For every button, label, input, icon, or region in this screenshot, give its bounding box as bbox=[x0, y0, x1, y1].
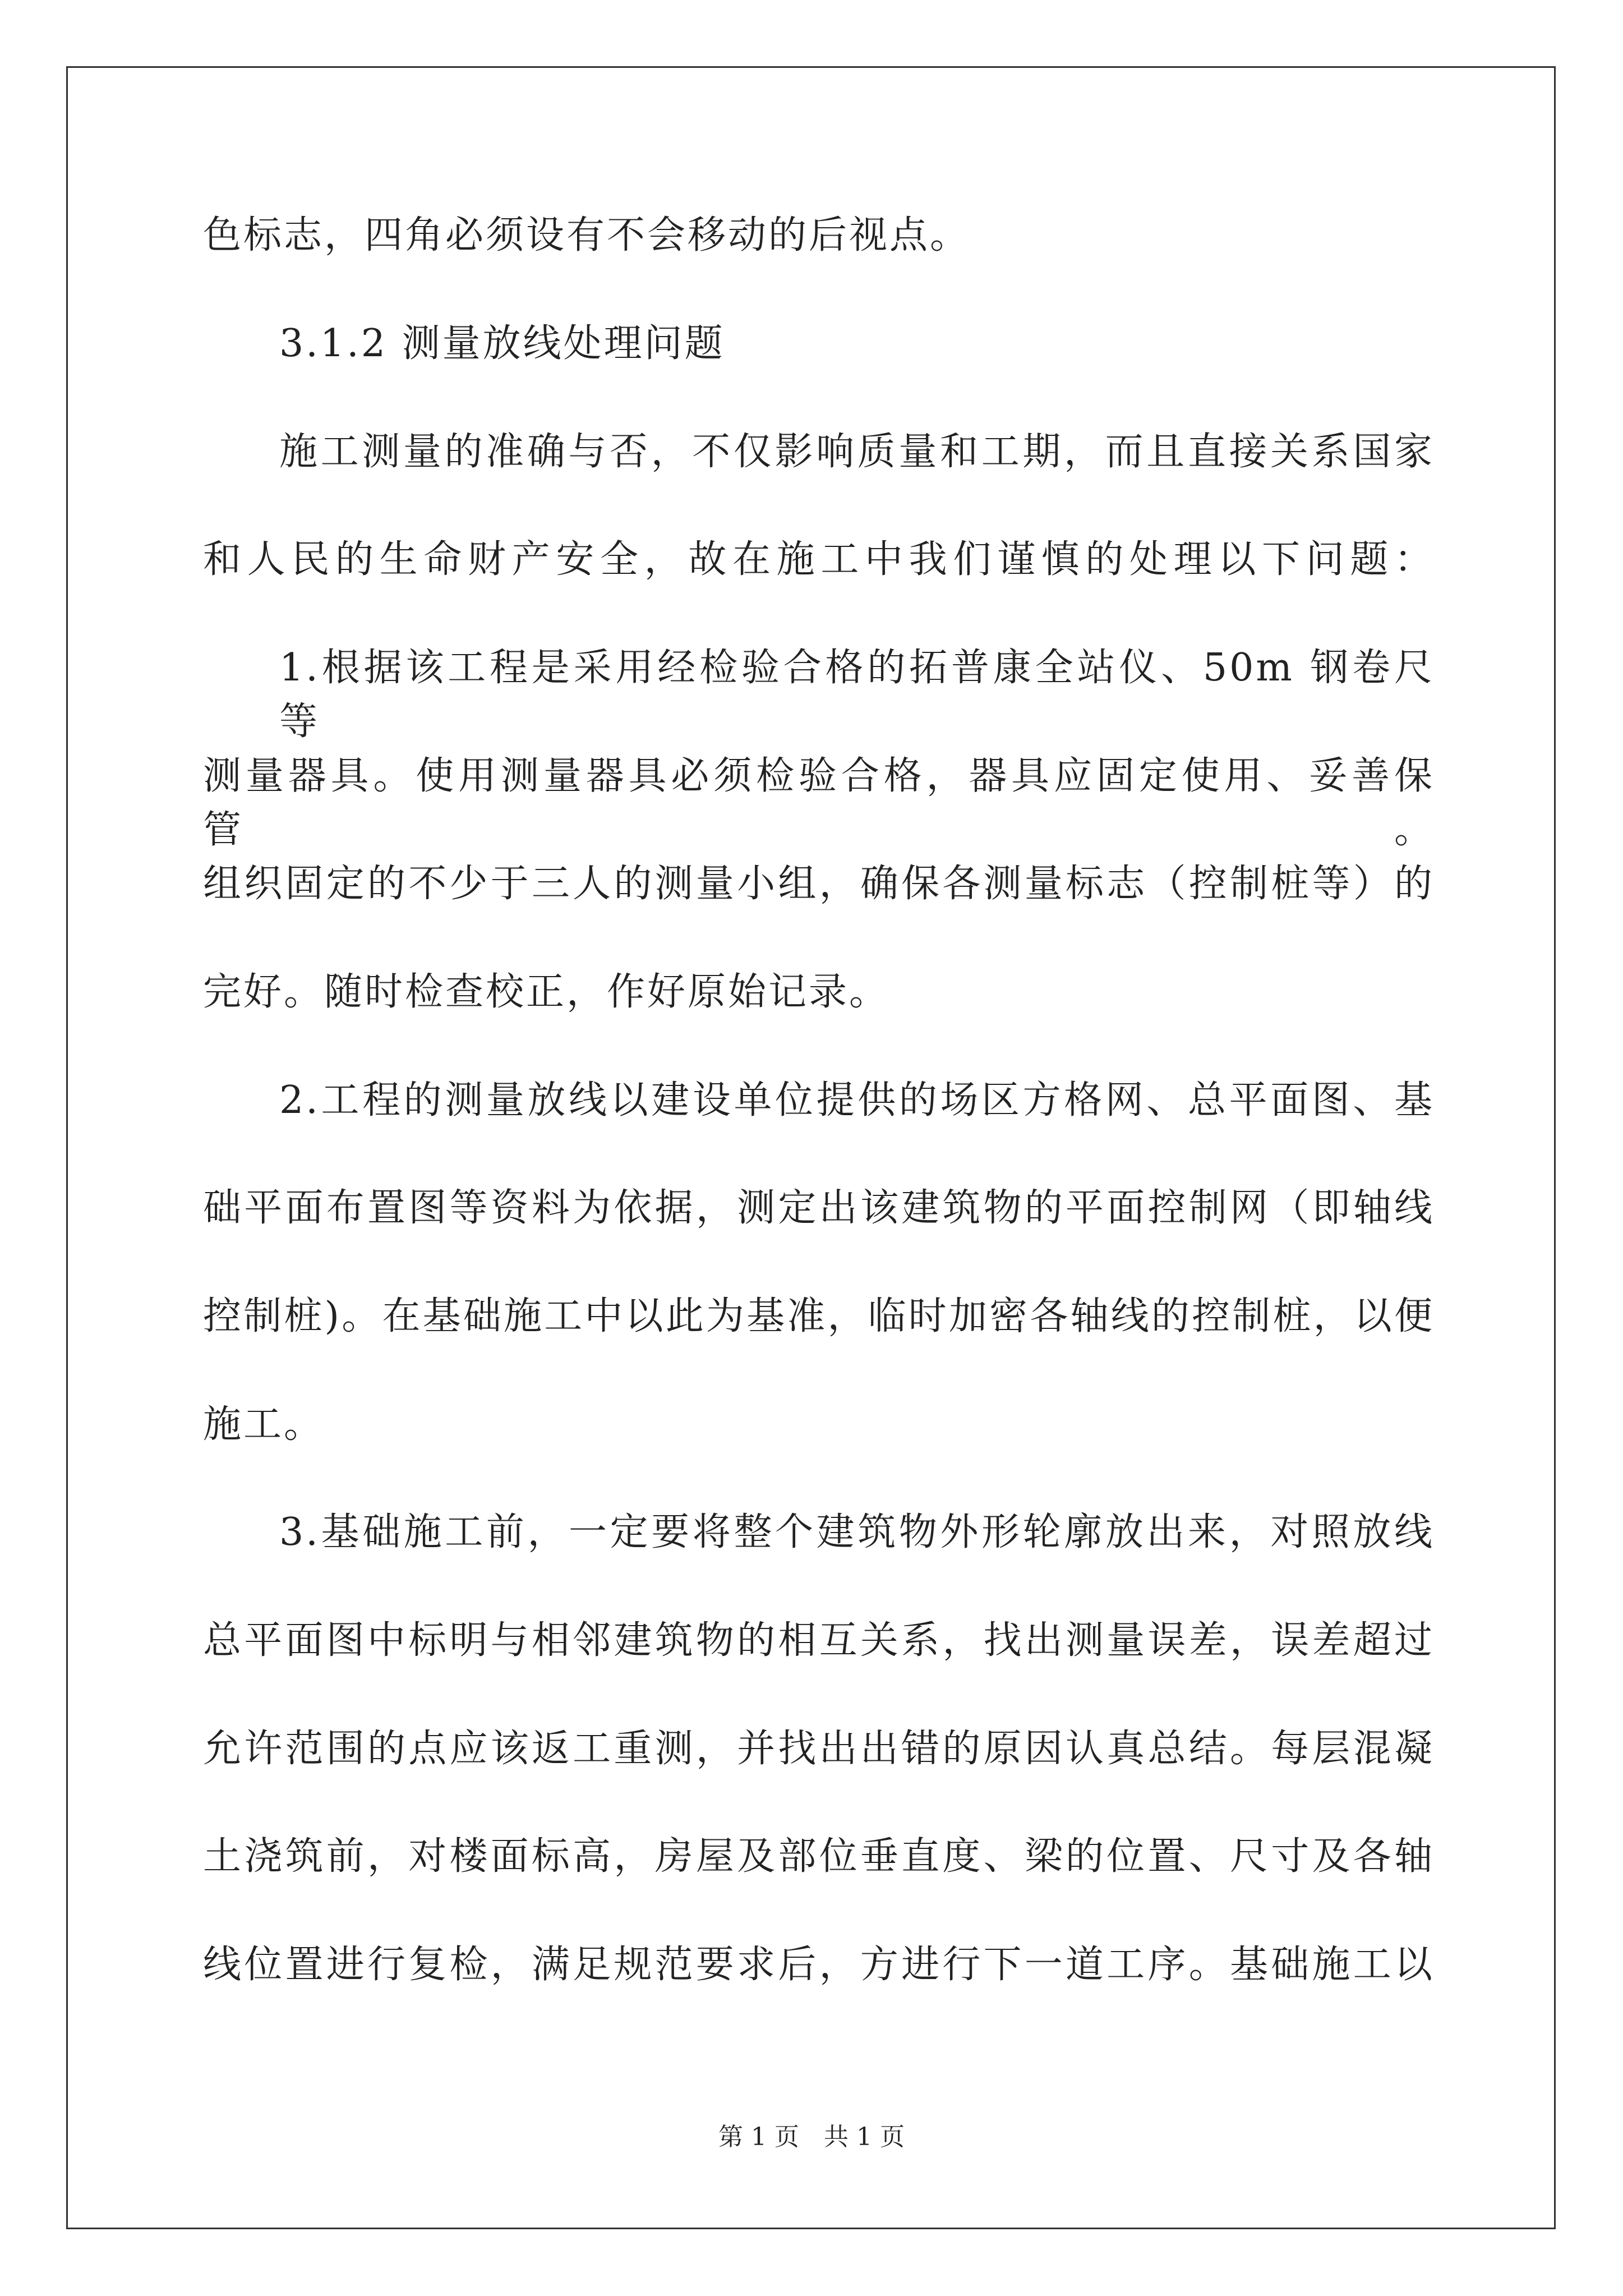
text-line: 施工测量的准确与否，不仅影响质量和工期，而且直接关系国家 bbox=[279, 430, 1435, 474]
page-footer: 第 1 页 共 1 页 bbox=[718, 2123, 905, 2151]
text-line: 础平面布置图等资料为依据，测定出该建筑物的平面控制网（即轴线 bbox=[203, 1186, 1435, 1230]
text-line: 总平面图中标明与相邻建筑物的相互关系，找出测量误差，误差超过 bbox=[203, 1618, 1435, 1663]
text-line: 1.根据该工程是采用经检验合格的拓普康全站仪、50m 钢卷尺等 bbox=[279, 646, 1435, 744]
text-line: 施工。 bbox=[203, 1402, 325, 1447]
text-line: 和人民的生命财产安全，故在施工中我们谨慎的处理以下问题： bbox=[203, 537, 1435, 582]
text-line: 色标志，四角必须设有不会移动的后视点。 bbox=[203, 213, 971, 257]
text-line: 允许范围的点应该返工重测，并找出出错的原因认真总结。每层混凝 bbox=[203, 1727, 1435, 1771]
text-line: 土浇筑前，对楼面标高，房屋及部位垂直度、梁的位置、尺寸及各轴 bbox=[203, 1834, 1435, 1879]
text-line: 组织固定的不少于三人的测量小组，确保各测量标志（控制桩等）的 bbox=[203, 862, 1435, 906]
text-line: 线位置进行复检，满足规范要求后，方进行下一道工序。基础施工以 bbox=[203, 1943, 1435, 1987]
text-line: 测量器具。使用测量器具必须检验合格，器具应固定使用、妥善保管。 bbox=[203, 754, 1435, 852]
text-line: 控制桩)。在基础施工中以此为基准，临时加密各轴线的控制桩，以便 bbox=[203, 1294, 1435, 1338]
page-border bbox=[66, 66, 1556, 2229]
section-heading: 3.1.2 测量放线处理问题 bbox=[279, 321, 725, 366]
text-line: 2.工程的测量放线以建设单位提供的场区方格网、总平面图、基 bbox=[279, 1078, 1435, 1122]
text-line: 3.基础施工前，一定要将整个建筑物外形轮廓放出来，对照放线 bbox=[279, 1510, 1435, 1554]
text-line: 完好。随时检查校正，作好原始记录。 bbox=[203, 970, 890, 1014]
